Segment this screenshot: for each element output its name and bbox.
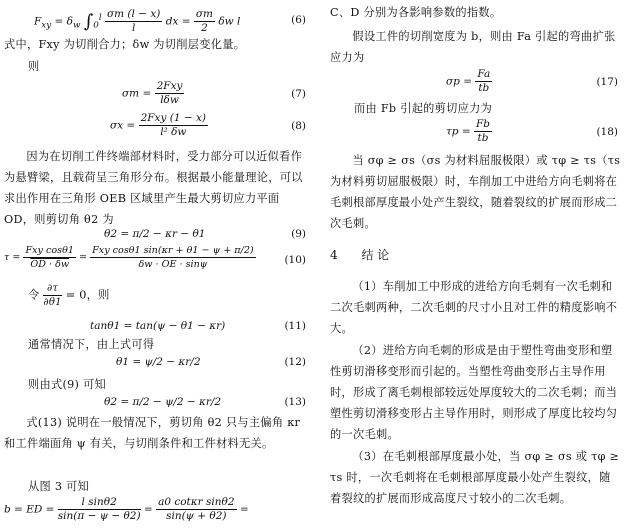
equation-12: θ1 = ψ/2 − κr/2 xyxy=(116,356,201,368)
equation-number-7: (7) xyxy=(291,88,306,100)
variable-definition: 式中，Fxy 为切削合力；δw 为切削层变化量。 xyxy=(4,38,246,51)
equation-11: tanθ1 = tan(ψ − θ1 − κr) xyxy=(90,320,226,332)
equation-8: σx = $\frac{\text{2Fxy (1 − x)}}{\text{l² δw}}$ xyxy=(110,112,207,138)
equation-7: σm = $\frac{\text{2Fxy}}{\text{lδw}}$ xyxy=(122,80,183,106)
equation-number-6: (6) xyxy=(291,14,306,26)
paragraph-bending-stress: 假设工件的切削宽度为 b，则由 Fa 引起的弯曲扩张应力为 xyxy=(330,30,616,64)
paragraph-crack-condition: 当 σφ ≥ σs（σs 为材料屈服极限）或 τφ ≥ τs（τs 为材料剪切屈服极限）时，车削加工中进给方向毛刺将在毛刺根部厚度最小处产生裂纹，随着裂纹的扩展而形成二次毛刺。 xyxy=(330,154,621,230)
conclusion-3: （3）在毛刺根部厚度最小处，当 σφ ≥ σs 或 τφ ≥ τs 时，一次毛刺将在毛刺根部厚度最小处产生裂纹，随着裂纹的扩展而形成高度尺寸较小的二次毛刺。 xyxy=(330,450,620,505)
equation-number-11: (11) xyxy=(284,320,306,332)
equation-number-17: (17) xyxy=(596,76,618,88)
equation-10: τ = $\frac{\text{Fxy cosθ1}}{OD \cdot \delta w}$ = $\frac{\text{Fxy cosθ1 sin(κr + θ1 − ψ + π/2)}}{\delta w \cdot OE \cdot \sin\psi}$ xyxy=(4,245,254,270)
from-eq9-line: 则由式(9) 可知 xyxy=(28,378,107,391)
section-heading: 4 结 论 xyxy=(330,248,390,262)
conclusion-1: （1）车削加工中形成的进给方向毛刺有一次毛刺和二次毛刺两种，二次毛刺的尺寸小且对工件的精度影响不大。 xyxy=(330,280,618,335)
equation-6: $F_{xy} = \delta_w$ $\int_0^l$ $\frac{\sigma m (l - x)}{l}$ dx = $\frac{\sigma m}{2}$ δw l xyxy=(34,8,241,34)
equation-13: θ2 = π/2 − ψ/2 − κr/2 xyxy=(104,396,222,408)
usual-case-line: 通常情况下，由上式可得 xyxy=(28,338,155,351)
equation-number-13: (13) xyxy=(284,396,306,408)
equation-14: b = ED = $\frac{\text{l sinθ2}}{\sin(\pi - \psi - \theta 2)}$ = $\frac{\text{a0 cotκr sinθ2}}{\sin(\psi + \theta 2)}$ = xyxy=(4,496,249,522)
then-label: 则 xyxy=(28,60,40,73)
exponent-note: C、D 分别为各影响参数的指数。 xyxy=(330,6,502,19)
equation-18: τp = $\frac{Fb}{tb}$ xyxy=(446,118,491,144)
paragraph-cantilever: 因为在切削工件终端部材料时，受力部分可以近似看作为悬臂梁，且载荷呈三角形分布。根据最小能量理论，可以求出作用在三角形 OEB 区域里产生最大剪切应力平面 OD，则剪切角 θ2 为 xyxy=(4,150,303,226)
derivative-condition: 令 $\frac{\partial\tau}{\partial\theta 1}$ = 0，则 xyxy=(28,283,110,308)
figure-3-reference: 从图 3 可知 xyxy=(28,480,90,493)
equation-9: θ2 = π/2 − κr − θ1 xyxy=(104,228,206,240)
equation-number-10: (10) xyxy=(284,254,306,266)
equation-17: σp = $\frac{Fa}{tb}$ xyxy=(446,68,491,94)
conclusion-2: （2）进给方向毛刺的形成是由于塑性弯曲变形和塑性剪切滑移变形而引起的。当塑性弯曲变形占主导作用时，形成了离毛刺根部较远处厚度较大的二次毛刺；而当塑性剪切滑移变形占主导作用时，则形成了厚度比较均匀的一次毛刺。 xyxy=(330,344,618,441)
equation-number-9: (9) xyxy=(291,228,306,240)
equation-number-8: (8) xyxy=(291,120,306,132)
paragraph-shear-angle: 式(13) 说明在一般情况下，剪切角 θ2 只与主偏角 κr 和工件端面角 ψ 有关，与切削条件和工件材料无关。 xyxy=(4,416,301,450)
equation-number-18: (18) xyxy=(596,126,618,138)
equation-number-12: (12) xyxy=(284,356,306,368)
shear-stress-intro: 而由 Fb 引起的剪切应力为 xyxy=(354,102,493,115)
